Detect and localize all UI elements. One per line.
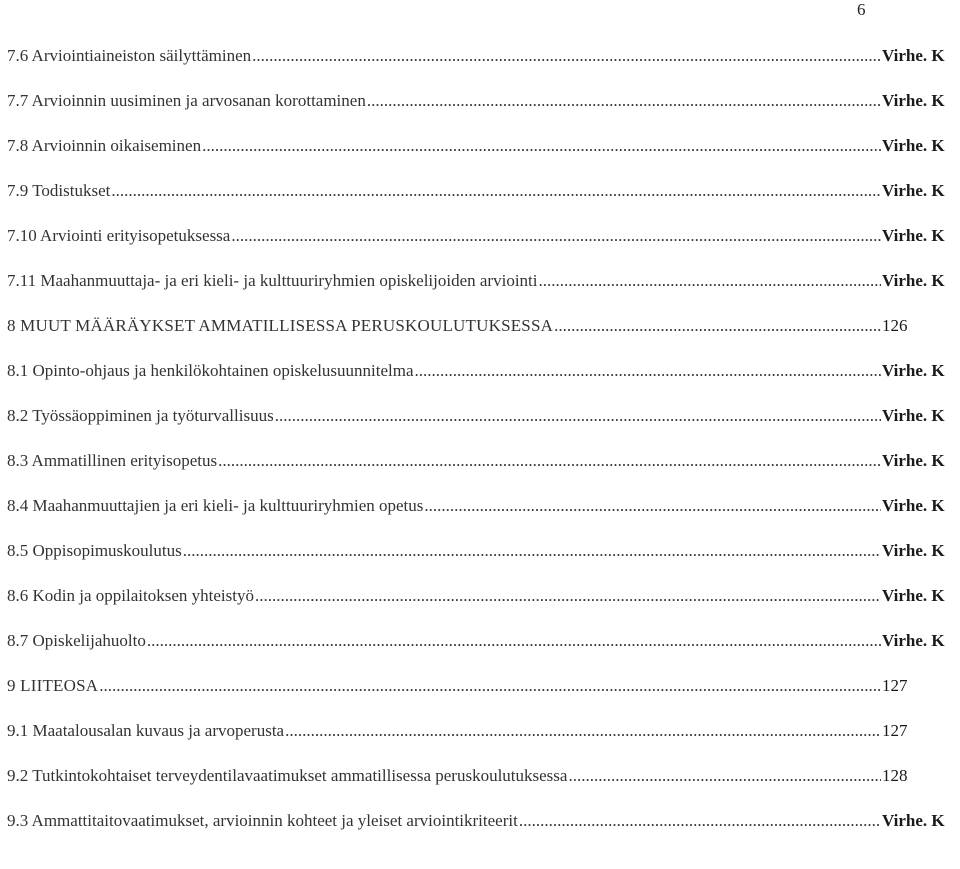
toc-dot-leader (568, 764, 881, 787)
toc-entry-page: Virhe. K (882, 361, 945, 380)
toc-entry-title: 8.6 Kodin ja oppilaitoksen yhteistyö (7, 586, 254, 605)
toc-entry-page: 127 (882, 676, 908, 695)
toc-entry[interactable] (7, 494, 960, 517)
toc-entry-title: 7.9 Todistukset (7, 181, 111, 200)
toc-entry[interactable] (7, 269, 960, 292)
toc-entry[interactable] (7, 134, 960, 157)
toc-entry-page: Virhe. K (882, 496, 945, 515)
toc-dot-leader (231, 224, 881, 247)
toc-entry-page: Virhe. K (882, 451, 945, 470)
toc-entry[interactable] (7, 179, 960, 202)
toc-entry-title: 8.1 Opinto-ohjaus ja henkilökohtainen opiskelusuunnitelma (7, 361, 414, 380)
toc-entry-page: 128 (882, 766, 908, 785)
toc-entry-page: Virhe. K (882, 136, 945, 155)
toc-dot-leader (183, 539, 881, 562)
toc-entry-page: Virhe. K (882, 226, 945, 245)
toc-entry-title: 7.11 Maahanmuuttaja- ja eri kieli- ja kulttuuriryhmien opiskelijoiden arviointi (7, 271, 538, 290)
toc-entry[interactable] (7, 224, 960, 247)
toc-entry-title: 7.7 Arvioinnin uusiminen ja arvosanan korottaminen (7, 91, 366, 110)
toc-entry-title: 7.10 Arviointi erityisopetuksessa (7, 226, 231, 245)
toc-entry-page: Virhe. K (882, 541, 945, 560)
toc-dot-leader (285, 719, 881, 742)
toc-entry[interactable] (7, 449, 960, 472)
toc-dot-leader (275, 404, 881, 427)
toc-dot-leader (367, 89, 881, 112)
toc-dot-leader (554, 314, 881, 337)
toc-dot-leader (252, 44, 881, 67)
toc-entry-title: 7.8 Arvioinnin oikaiseminen (7, 136, 202, 155)
toc-entry[interactable] (7, 809, 960, 832)
toc-entry-title: 8.2 Työssäoppiminen ja työturvallisuus (7, 406, 274, 425)
toc-entry-page: 127 (882, 721, 908, 740)
toc-entry-title: 7.6 Arviointiaineiston säilyttäminen (7, 46, 252, 65)
toc-entry[interactable] (7, 359, 960, 382)
toc-entry[interactable] (7, 674, 960, 697)
toc-entry[interactable] (7, 539, 960, 562)
toc-entry[interactable] (7, 44, 960, 67)
toc-entry[interactable] (7, 764, 960, 787)
toc-entry-title: 8.5 Oppisopimuskoulutus (7, 541, 182, 560)
table-of-contents (7, 44, 960, 854)
toc-entry-page: Virhe. K (882, 46, 945, 65)
toc-entry-page: Virhe. K (882, 811, 945, 830)
toc-entry-title: 8.3 Ammatillinen erityisopetus (7, 451, 218, 470)
toc-entry-title: 8.4 Maahanmuuttajien ja eri kieli- ja kulttuuriryhmien opetus (7, 496, 424, 515)
toc-entry-title: 8 MUUT MÄÄRÄYKSET AMMATILLISESSA PERUSKOULUTUKSESSA (7, 316, 554, 335)
toc-dot-leader (218, 449, 881, 472)
toc-dot-leader (424, 494, 881, 517)
toc-entry-title: 8.7 Opiskelijahuolto (7, 631, 146, 650)
toc-entry[interactable] (7, 314, 960, 337)
toc-entry[interactable] (7, 719, 960, 742)
toc-entry-page: Virhe. K (882, 631, 945, 650)
toc-entry[interactable] (7, 89, 960, 112)
toc-entry[interactable] (7, 629, 960, 652)
page-number: 6 (857, 0, 866, 19)
toc-entry-page: Virhe. K (882, 406, 945, 425)
toc-entry-page: Virhe. K (882, 586, 945, 605)
toc-entry-page: Virhe. K (882, 91, 945, 110)
toc-dot-leader (415, 359, 881, 382)
toc-entry-title: 9 LIITEOSA (7, 676, 99, 695)
toc-dot-leader (255, 584, 881, 607)
toc-dot-leader (519, 809, 881, 832)
toc-entry-title: 9.2 Tutkintokohtaiset terveydentilavaatimukset ammatillisessa peruskoulutuksessa (7, 766, 568, 785)
toc-entry-page: Virhe. K (882, 271, 945, 290)
toc-dot-leader (539, 269, 882, 292)
toc-dot-leader (202, 134, 881, 157)
toc-entry-title: 9.3 Ammattitaitovaatimukset, arvioinnin kohteet ja yleiset arviointikriteerit (7, 811, 518, 830)
toc-entry[interactable] (7, 404, 960, 427)
toc-dot-leader (99, 674, 881, 697)
toc-dot-leader (111, 179, 881, 202)
toc-dot-leader (147, 629, 881, 652)
toc-entry-page: 126 (882, 316, 908, 335)
toc-entry[interactable] (7, 584, 960, 607)
toc-entry-page: Virhe. K (882, 181, 945, 200)
toc-entry-title: 9.1 Maatalousalan kuvaus ja arvoperusta (7, 721, 285, 740)
